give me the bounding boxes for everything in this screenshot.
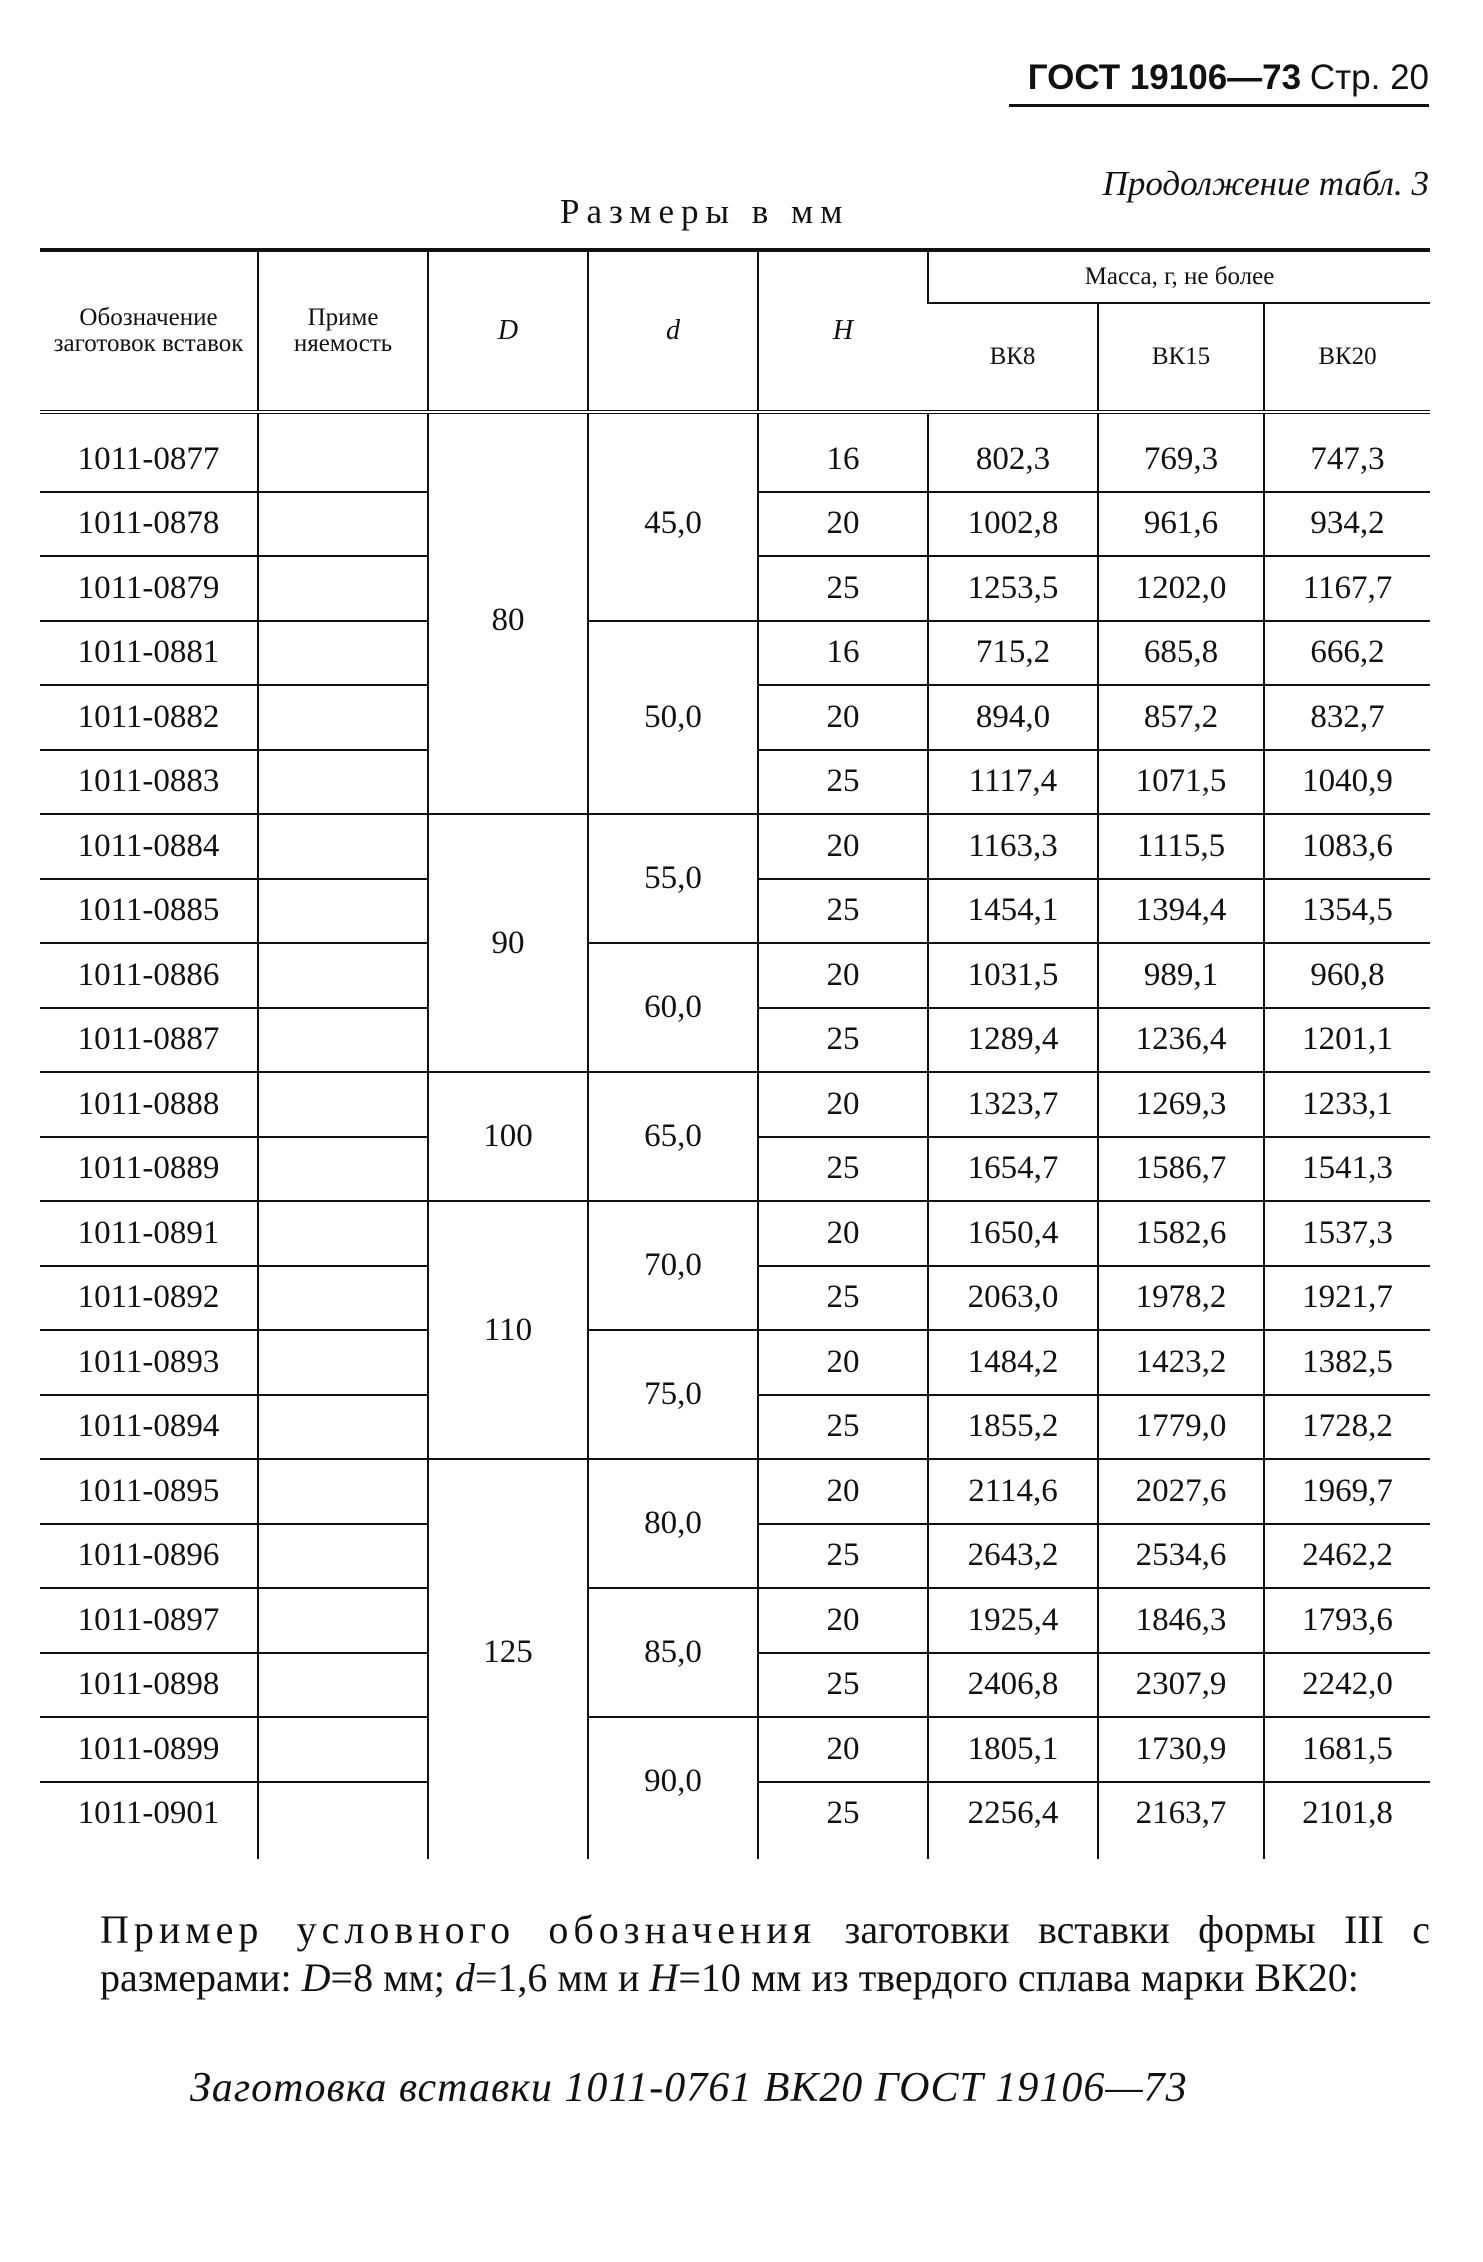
header-applicability: Приме няемость (258, 250, 428, 412)
row-H: 20 (758, 685, 928, 750)
row-vk20: 1233,1 (1264, 1072, 1430, 1137)
row-vk20: 2462,2 (1264, 1524, 1430, 1589)
row-H: 20 (758, 1201, 928, 1266)
row-code: 1011-0883 (40, 750, 258, 815)
row-H: 20 (758, 814, 928, 879)
row-vk20: 1201,1 (1264, 1008, 1430, 1073)
row-H: 20 (758, 1588, 928, 1653)
row-code: 1011-0894 (40, 1395, 258, 1460)
row-vk15: 857,2 (1098, 685, 1264, 750)
header-vk15: ВК15 (1098, 303, 1264, 412)
row-H: 25 (758, 750, 928, 815)
row-vk15: 1202,0 (1098, 556, 1264, 621)
example-D-symbol: D (301, 1955, 331, 2000)
row-H: 25 (758, 1008, 928, 1073)
row-vk20: 934,2 (1264, 492, 1430, 557)
row-vk20: 1969,7 (1264, 1459, 1430, 1524)
row-applicability (258, 1717, 428, 1782)
row-applicability (258, 1588, 428, 1653)
row-applicability (258, 1137, 428, 1202)
row-vk20: 747,3 (1264, 428, 1430, 492)
row-vk8: 1002,8 (928, 492, 1098, 557)
row-code: 1011-0879 (40, 556, 258, 621)
table-row (40, 1588, 1430, 1653)
row-code: 1011-0899 (40, 1717, 258, 1782)
example-H-value: =10 мм из твердого сплава марки ВК20: (678, 1955, 1359, 2000)
row-vk15: 989,1 (1098, 943, 1264, 1008)
row-vk8: 2643,2 (928, 1524, 1098, 1589)
row-vk8: 1650,4 (928, 1201, 1098, 1266)
table-row (40, 621, 1430, 686)
header-rule (1009, 104, 1429, 107)
row-d: 65,0 (588, 1072, 758, 1201)
row-vk15: 2027,6 (1098, 1459, 1264, 1524)
row-applicability (258, 943, 428, 1008)
table-row (40, 1201, 1430, 1266)
row-vk20: 1083,6 (1264, 814, 1430, 879)
row-vk8: 1163,3 (928, 814, 1098, 879)
row-vk20: 666,2 (1264, 621, 1430, 686)
row-vk15: 685,8 (1098, 621, 1264, 686)
row-d: 60,0 (588, 943, 758, 1072)
row-code: 1011-0901 (77, 1795, 220, 1832)
row-applicability (258, 1395, 428, 1460)
row-vk20: 1040,9 (1264, 750, 1430, 815)
row-vk15: 1779,0 (1098, 1395, 1264, 1460)
row-vk15: 1846,3 (1098, 1588, 1264, 1653)
row-vk8: 1253,5 (928, 556, 1098, 621)
example-text: заготовки вставки формы III с размерами: (100, 1907, 1431, 2000)
row-H: 20 (758, 1459, 928, 1524)
row-d: 75,0 (588, 1330, 758, 1459)
row-vk8: 2256,4 (928, 1782, 1098, 1846)
row-vk15: 1394,4 (1098, 879, 1264, 944)
row-applicability (258, 1653, 428, 1718)
row-vk20: 1541,3 (1264, 1137, 1430, 1202)
row-code: 1011-0893 (40, 1330, 258, 1395)
row-vk8: 2063,0 (928, 1266, 1098, 1331)
row-D: 125 (428, 1459, 588, 1845)
row-H: 25 (758, 1266, 928, 1331)
row-vk20: 1167,7 (1264, 556, 1430, 621)
row-d: 55,0 (588, 814, 758, 943)
row-code: 1011-0877 (40, 428, 258, 492)
example-designation: Заготовка вставки 1011-0761 ВК20 ГОСТ 19106—73 (190, 2065, 1188, 2111)
row-vk20: 1354,5 (1264, 879, 1430, 944)
header-vk8: ВК8 (928, 303, 1098, 412)
row-d: 85,0 (588, 1588, 758, 1717)
row-vk15: 2307,9 (1098, 1653, 1264, 1718)
row-vk8: 715,2 (928, 621, 1098, 686)
row-vk8: 1484,2 (928, 1330, 1098, 1395)
example-D-value: =8 мм; (330, 1955, 445, 2000)
row-vk15: 961,6 (1098, 492, 1264, 557)
row-vk15: 1071,5 (1098, 750, 1264, 815)
table-row (40, 1459, 1430, 1524)
row-H: 16 (758, 621, 928, 686)
example-H-symbol: H (649, 1955, 679, 2000)
example-lead: Пример условного обозначения (100, 1907, 817, 1952)
header-designation: Обозначение заготовок вставок (40, 250, 258, 412)
row-applicability (258, 1782, 428, 1846)
row-vk15: 2534,6 (1098, 1524, 1264, 1589)
row-vk20: 2242,0 (1264, 1653, 1430, 1718)
row-vk20: 1793,6 (1264, 1588, 1430, 1653)
row-d: 50,0 (588, 621, 758, 815)
row-D: 90 (428, 814, 588, 1072)
row-applicability (258, 750, 428, 815)
row-code: 1011-0898 (40, 1653, 258, 1718)
row-vk8: 2114,6 (928, 1459, 1098, 1524)
row-code: 1011-0882 (40, 685, 258, 750)
row-vk20: 1728,2 (1264, 1395, 1430, 1460)
row-vk20: 1537,3 (1264, 1201, 1430, 1266)
row-H: 20 (758, 1717, 928, 1782)
row-applicability (258, 1330, 428, 1395)
row-code: 1011-0881 (40, 621, 258, 686)
row-d: 45,0 (588, 428, 758, 621)
row-vk8: 1925,4 (928, 1588, 1098, 1653)
row-vk8: 802,3 (928, 428, 1098, 492)
row-vk20: 832,7 (1264, 685, 1430, 750)
row-vk8: 894,0 (928, 685, 1098, 750)
row-vk20: 1681,5 (1264, 1717, 1430, 1782)
row-D: 100 (428, 1072, 588, 1201)
table-row (40, 943, 1430, 1008)
row-vk20: 1382,5 (1264, 1330, 1430, 1395)
row-code: 1011-0888 (40, 1072, 258, 1137)
page-number: Стр. 20 (1309, 58, 1429, 97)
units-caption: Размеры в мм (560, 192, 850, 231)
row-H: 25 (758, 1524, 928, 1589)
row-applicability (258, 814, 428, 879)
table-row (40, 1717, 1430, 1782)
row-vk15: 1978,2 (1098, 1266, 1264, 1331)
header-mass: Масса, г, не более (928, 250, 1430, 303)
inserts-table (40, 248, 1430, 1859)
row-vk15: 2163,7 (1098, 1782, 1264, 1846)
row-code: 1011-0891 (40, 1201, 258, 1266)
row-vk15: 1423,2 (1098, 1330, 1264, 1395)
row-d: 80,0 (588, 1459, 758, 1588)
row-code: 1011-0878 (40, 492, 258, 557)
row-code: 1011-0897 (40, 1588, 258, 1653)
row-H: 25 (758, 1782, 928, 1846)
row-vk15: 1236,4 (1098, 1008, 1264, 1073)
row-code: 1011-0889 (40, 1137, 258, 1202)
row-H: 25 (758, 879, 928, 944)
row-H: 20 (758, 1330, 928, 1395)
row-vk20: 960,8 (1264, 943, 1430, 1008)
row-applicability (258, 1008, 428, 1073)
row-vk15: 1730,9 (1098, 1717, 1264, 1782)
table-row (40, 814, 1430, 879)
row-vk15: 1586,7 (1098, 1137, 1264, 1202)
row-d: 90,0 (588, 1717, 758, 1845)
row-applicability (258, 1459, 428, 1524)
row-code: 1011-0895 (40, 1459, 258, 1524)
row-applicability (258, 556, 428, 621)
row-H: 20 (758, 943, 928, 1008)
row-d: 70,0 (588, 1201, 758, 1330)
header-D: D (428, 250, 588, 412)
example-paragraph (100, 1906, 1430, 2002)
row-H: 25 (758, 1137, 928, 1202)
row-D: 110 (428, 1201, 588, 1459)
row-H: 25 (758, 556, 928, 621)
table-body (40, 412, 1430, 1859)
row-code: 1011-0896 (40, 1524, 258, 1589)
row-H: 16 (758, 428, 928, 492)
row-applicability (258, 879, 428, 944)
row-vk15: 1269,3 (1098, 1072, 1264, 1137)
header-vk20: ВК20 (1264, 303, 1430, 412)
row-vk15: 1582,6 (1098, 1201, 1264, 1266)
standard-number: ГОСТ 19106—73 (1027, 58, 1302, 97)
row-vk8: 1323,7 (928, 1072, 1098, 1137)
example-d-value: =1,6 мм и (474, 1955, 640, 2000)
row-D: 80 (428, 428, 588, 814)
row-vk8: 1289,4 (928, 1008, 1098, 1073)
row-H: 20 (758, 492, 928, 557)
row-vk8: 1031,5 (928, 943, 1098, 1008)
page-header (1028, 58, 1429, 98)
row-applicability (258, 1201, 428, 1266)
row-code: 1011-0885 (40, 879, 258, 944)
row-applicability (258, 428, 428, 492)
row-applicability (258, 685, 428, 750)
table-row (40, 1072, 1430, 1137)
row-vk15: 769,3 (1098, 428, 1264, 492)
row-H: 20 (758, 1072, 928, 1137)
row-applicability (258, 621, 428, 686)
row-vk8: 1654,7 (928, 1137, 1098, 1202)
row-vk20: 2101,8 (1264, 1782, 1430, 1846)
row-vk8: 1855,2 (928, 1395, 1098, 1460)
table-row (40, 428, 1430, 492)
row-applicability (258, 1072, 428, 1137)
header-H: H (758, 250, 928, 412)
example-d-symbol: d (454, 1955, 475, 2000)
row-code: 1011-0884 (40, 814, 258, 879)
table-continuation-note: Продолжение табл. 3 (1102, 164, 1429, 203)
row-applicability (258, 1524, 428, 1589)
header-d: d (588, 250, 758, 412)
row-applicability (258, 1266, 428, 1331)
row-H: 25 (758, 1653, 928, 1718)
row-code: 1011-0887 (40, 1008, 258, 1073)
row-vk15: 1115,5 (1098, 814, 1264, 879)
row-code: 1011-0886 (40, 943, 258, 1008)
row-vk8: 1117,4 (928, 750, 1098, 815)
row-H: 25 (758, 1395, 928, 1460)
row-code: 1011-0892 (40, 1266, 258, 1331)
table-row (40, 1330, 1430, 1395)
row-vk8: 1805,1 (928, 1717, 1098, 1782)
row-applicability (258, 492, 428, 557)
row-vk8: 1454,1 (928, 879, 1098, 944)
row-vk20: 1921,7 (1264, 1266, 1430, 1331)
row-vk8: 2406,8 (928, 1653, 1098, 1718)
